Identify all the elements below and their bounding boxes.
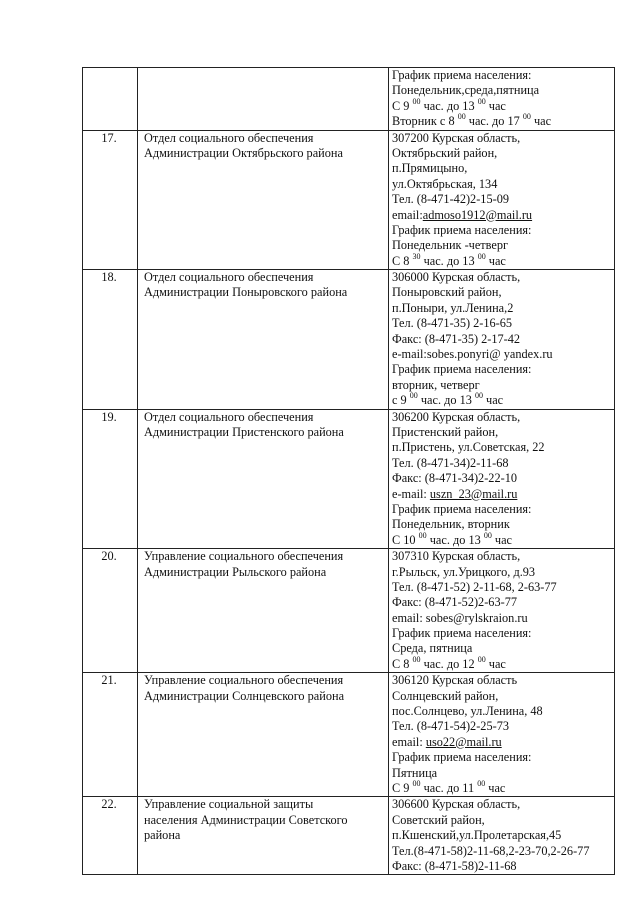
info-text: п.Прямицыно,	[392, 161, 468, 176]
info-text: п.Поныри, ул.Ленина,2	[392, 300, 514, 315]
info-text: Факс: (8-471-34)2-22-10	[392, 471, 517, 486]
offices-table	[82, 67, 615, 875]
time-minutes-superscript: 00	[522, 112, 531, 122]
office-name-line: населения Администрации Советского	[144, 812, 348, 827]
info-text: График приема населения:	[392, 362, 532, 377]
contact-info-line	[392, 735, 614, 750]
time-minutes-superscript: 30	[412, 251, 421, 261]
contact-info-line	[392, 440, 614, 455]
contact-info-line	[392, 208, 614, 223]
time-minutes-superscript: 00	[412, 778, 421, 788]
row-number: 22.	[83, 797, 138, 875]
contact-info-line	[392, 797, 614, 812]
contact-info-line	[392, 114, 614, 129]
contact-info-line	[392, 393, 614, 408]
info-text: С 9	[392, 780, 413, 795]
info-text: Тел.(8-471-58)2-11-68,2-23-70,2-26-77	[392, 843, 590, 858]
contact-info-line	[392, 813, 614, 828]
info-text: 307310 Курская область,	[392, 549, 521, 564]
info-text: час	[530, 114, 552, 129]
info-text: Факс: (8-471-58)2-11-68	[392, 858, 517, 873]
table-row	[83, 549, 615, 673]
offices-table-body	[83, 68, 615, 875]
info-text: Вторник с 8	[392, 114, 458, 129]
contact-info-line	[392, 378, 614, 393]
info-text: час	[491, 532, 513, 547]
contact-info-line	[392, 530, 614, 548]
contact-info-line	[392, 285, 614, 300]
contact-info-line	[392, 641, 614, 656]
info-text: Тел. (8-471-42)2-15-09	[392, 192, 509, 207]
info-text: ул.Октябрьская, 134	[392, 176, 498, 191]
row-number: 17.	[83, 130, 138, 270]
table-row	[83, 673, 615, 797]
time-minutes-superscript: 00	[474, 391, 483, 401]
time-minutes-superscript: 00	[409, 391, 418, 401]
contact-info-line	[392, 565, 614, 580]
info-text: час. до 13	[417, 393, 475, 408]
time-minutes-superscript: 00	[418, 530, 427, 540]
contact-info-line	[392, 719, 614, 734]
table-row	[83, 270, 615, 410]
time-minutes-superscript: 00	[483, 530, 492, 540]
contact-info-line	[392, 766, 614, 781]
info-text: 306600 Курская область,	[392, 797, 521, 812]
contact-info-line	[392, 487, 614, 502]
info-text: Солнцевский район,	[392, 688, 499, 703]
info-text: С 8	[392, 656, 413, 671]
contact-info-line	[392, 704, 614, 719]
info-text: Пристенский район,	[392, 424, 499, 439]
info-text: График приема населения:	[392, 68, 532, 82]
contact-info-line	[392, 223, 614, 238]
office-name-cell	[138, 409, 389, 549]
info-text: 306000 Курская область,	[392, 270, 521, 285]
info-text: Понедельник -четверг	[392, 238, 509, 253]
office-name-line: Управление социального обеспечения	[144, 549, 344, 564]
contact-info-line	[392, 502, 614, 517]
contact-info-line	[392, 270, 614, 285]
info-text: График приема населения:	[392, 222, 532, 237]
contact-info-line	[392, 131, 614, 146]
office-name-line: Управление социальной защиты	[144, 797, 314, 812]
info-text: Факс: (8-471-52)2-63-77	[392, 595, 517, 610]
info-text: час	[485, 98, 506, 113]
contact-info-line	[392, 68, 614, 83]
contact-info-cell	[389, 270, 615, 410]
office-name-line: Отдел социального обеспечения	[144, 270, 314, 285]
info-text: час. до 17	[465, 114, 523, 129]
info-text: Тел. (8-471-35) 2-16-65	[392, 316, 513, 331]
info-text: Факс: (8-471-35) 2-17-42	[392, 331, 521, 346]
info-text: п.Пристень, ул.Советская, 22	[392, 440, 545, 455]
info-text: г.Рыльск, ул.Урицкого, д.93	[392, 564, 536, 579]
info-text: час. до 13	[420, 98, 478, 113]
contact-info-line	[392, 580, 614, 595]
office-name-line: Администрации Солнцевского района	[144, 688, 345, 703]
info-text: час	[482, 393, 504, 408]
contact-info-line	[392, 844, 614, 859]
info-text: e-mail:sobes.ponyri@ yandex.ru	[392, 347, 553, 362]
contact-info-line	[392, 146, 614, 161]
email-link: uso22@mail.ru	[425, 734, 502, 749]
info-text: час. до 11	[420, 780, 478, 795]
info-text: 307200 Курская область,	[392, 130, 521, 145]
contact-info-line	[392, 654, 614, 672]
info-text: п.Кшенский,ул.Пролетарская,45	[392, 828, 562, 843]
info-text: Пятница	[392, 765, 438, 780]
office-name-cell	[138, 68, 389, 131]
contact-info-line	[392, 673, 614, 688]
contact-info-line	[392, 549, 614, 564]
contact-info-cell	[389, 68, 615, 131]
info-text: вторник, четверг	[392, 377, 480, 392]
contact-info-line	[392, 96, 614, 114]
contact-info-line	[392, 626, 614, 641]
row-number: 19.	[83, 409, 138, 549]
contact-info-line	[392, 689, 614, 704]
info-text: Советский район,	[392, 812, 485, 827]
info-text: С 9	[392, 98, 413, 113]
contact-info-line	[392, 595, 614, 610]
info-text: email: sobes@rylskraion.ru	[392, 610, 528, 625]
table-row	[83, 409, 615, 549]
contact-info-line	[392, 456, 614, 471]
contact-info-line	[392, 192, 614, 207]
contact-info-line	[392, 362, 614, 377]
time-minutes-superscript: 00	[412, 654, 421, 664]
info-text: пос.Солнцево, ул.Ленина, 48	[392, 704, 543, 719]
contact-info-line	[392, 347, 614, 362]
office-name-line: Администрации Пристенского района	[144, 424, 344, 439]
info-text: час. до 13	[420, 253, 478, 268]
contact-info-line	[392, 750, 614, 765]
info-text: Октябрьский район,	[392, 145, 498, 160]
contact-info-cell	[389, 797, 615, 875]
info-text: Понедельник, вторник	[392, 517, 510, 532]
email-link: uszn_23@mail.ru	[429, 486, 518, 501]
contact-info-line	[392, 177, 614, 192]
info-text: Тел. (8-471-52) 2-11-68, 2-63-77	[392, 579, 557, 594]
info-text: email:	[392, 207, 423, 222]
info-text: час. до 13	[426, 532, 484, 547]
office-name-line: Управление социального обеспечения	[144, 673, 344, 688]
office-name-cell	[138, 797, 389, 875]
office-name-line: Администрации Поныровского района	[144, 285, 348, 300]
info-text: Тел. (8-471-54)2-25-73	[392, 719, 509, 734]
info-text: График приема населения:	[392, 626, 532, 641]
table-row	[83, 797, 615, 875]
contact-info-line	[392, 83, 614, 98]
info-text: 306120 Курская область	[392, 673, 518, 688]
office-name-line: района	[144, 828, 181, 843]
contact-info-line	[392, 778, 614, 796]
info-text: час	[485, 253, 506, 268]
contact-info-cell	[389, 673, 615, 797]
contact-info-line	[392, 316, 614, 331]
contact-info-line	[392, 471, 614, 486]
info-text: С 8	[392, 253, 413, 268]
info-text: email:	[392, 734, 426, 749]
row-number: 18.	[83, 270, 138, 410]
info-text: 306200 Курская область,	[392, 409, 521, 424]
time-minutes-superscript: 00	[457, 112, 466, 122]
contact-info-line	[392, 238, 614, 253]
office-name-line: Отдел социального обеспечения	[144, 409, 314, 424]
time-minutes-superscript: 00	[477, 778, 486, 788]
info-text: С 10	[392, 532, 419, 547]
info-text: час	[485, 780, 506, 795]
table-row	[83, 130, 615, 270]
contact-info-line	[392, 410, 614, 425]
office-name-line: Отдел социального обеспечения	[144, 130, 314, 145]
contact-info-cell	[389, 130, 615, 270]
contact-info-line	[392, 251, 614, 269]
info-text: час	[485, 656, 506, 671]
time-minutes-superscript: 00	[412, 96, 421, 106]
contact-info-line	[392, 425, 614, 440]
office-name-cell	[138, 673, 389, 797]
time-minutes-superscript: 00	[477, 96, 486, 106]
time-minutes-superscript: 00	[477, 654, 486, 664]
contact-info-line	[392, 332, 614, 347]
office-name-line: Администрации Рыльского района	[144, 564, 327, 579]
info-text: час. до 12	[420, 656, 478, 671]
office-name-cell	[138, 549, 389, 673]
row-number: 20.	[83, 549, 138, 673]
info-text: Поныровский район,	[392, 285, 502, 300]
info-text: Понедельник,среда,пятница	[392, 83, 540, 98]
email-link: admoso1912@mail.ru	[422, 207, 533, 222]
info-text: Тел. (8-471-34)2-11-68	[392, 455, 509, 470]
info-text: e-mail:	[392, 486, 430, 501]
table-row	[83, 68, 615, 131]
contact-info-line	[392, 859, 614, 874]
row-number	[83, 68, 138, 131]
office-name-cell	[138, 270, 389, 410]
info-text: с 9	[392, 393, 410, 408]
contact-info-line	[392, 828, 614, 843]
office-name-line: Администрации Октябрьского района	[144, 145, 343, 160]
info-text: Среда, пятница	[392, 641, 473, 656]
contact-info-line	[392, 611, 614, 626]
info-text: График приема населения:	[392, 750, 532, 765]
contact-info-line	[392, 301, 614, 316]
info-text: График приема населения:	[392, 501, 532, 516]
row-number: 21.	[83, 673, 138, 797]
contact-info-cell	[389, 549, 615, 673]
time-minutes-superscript: 00	[477, 251, 486, 261]
contact-info-line	[392, 161, 614, 176]
contact-info-cell	[389, 409, 615, 549]
office-name-cell	[138, 130, 389, 270]
